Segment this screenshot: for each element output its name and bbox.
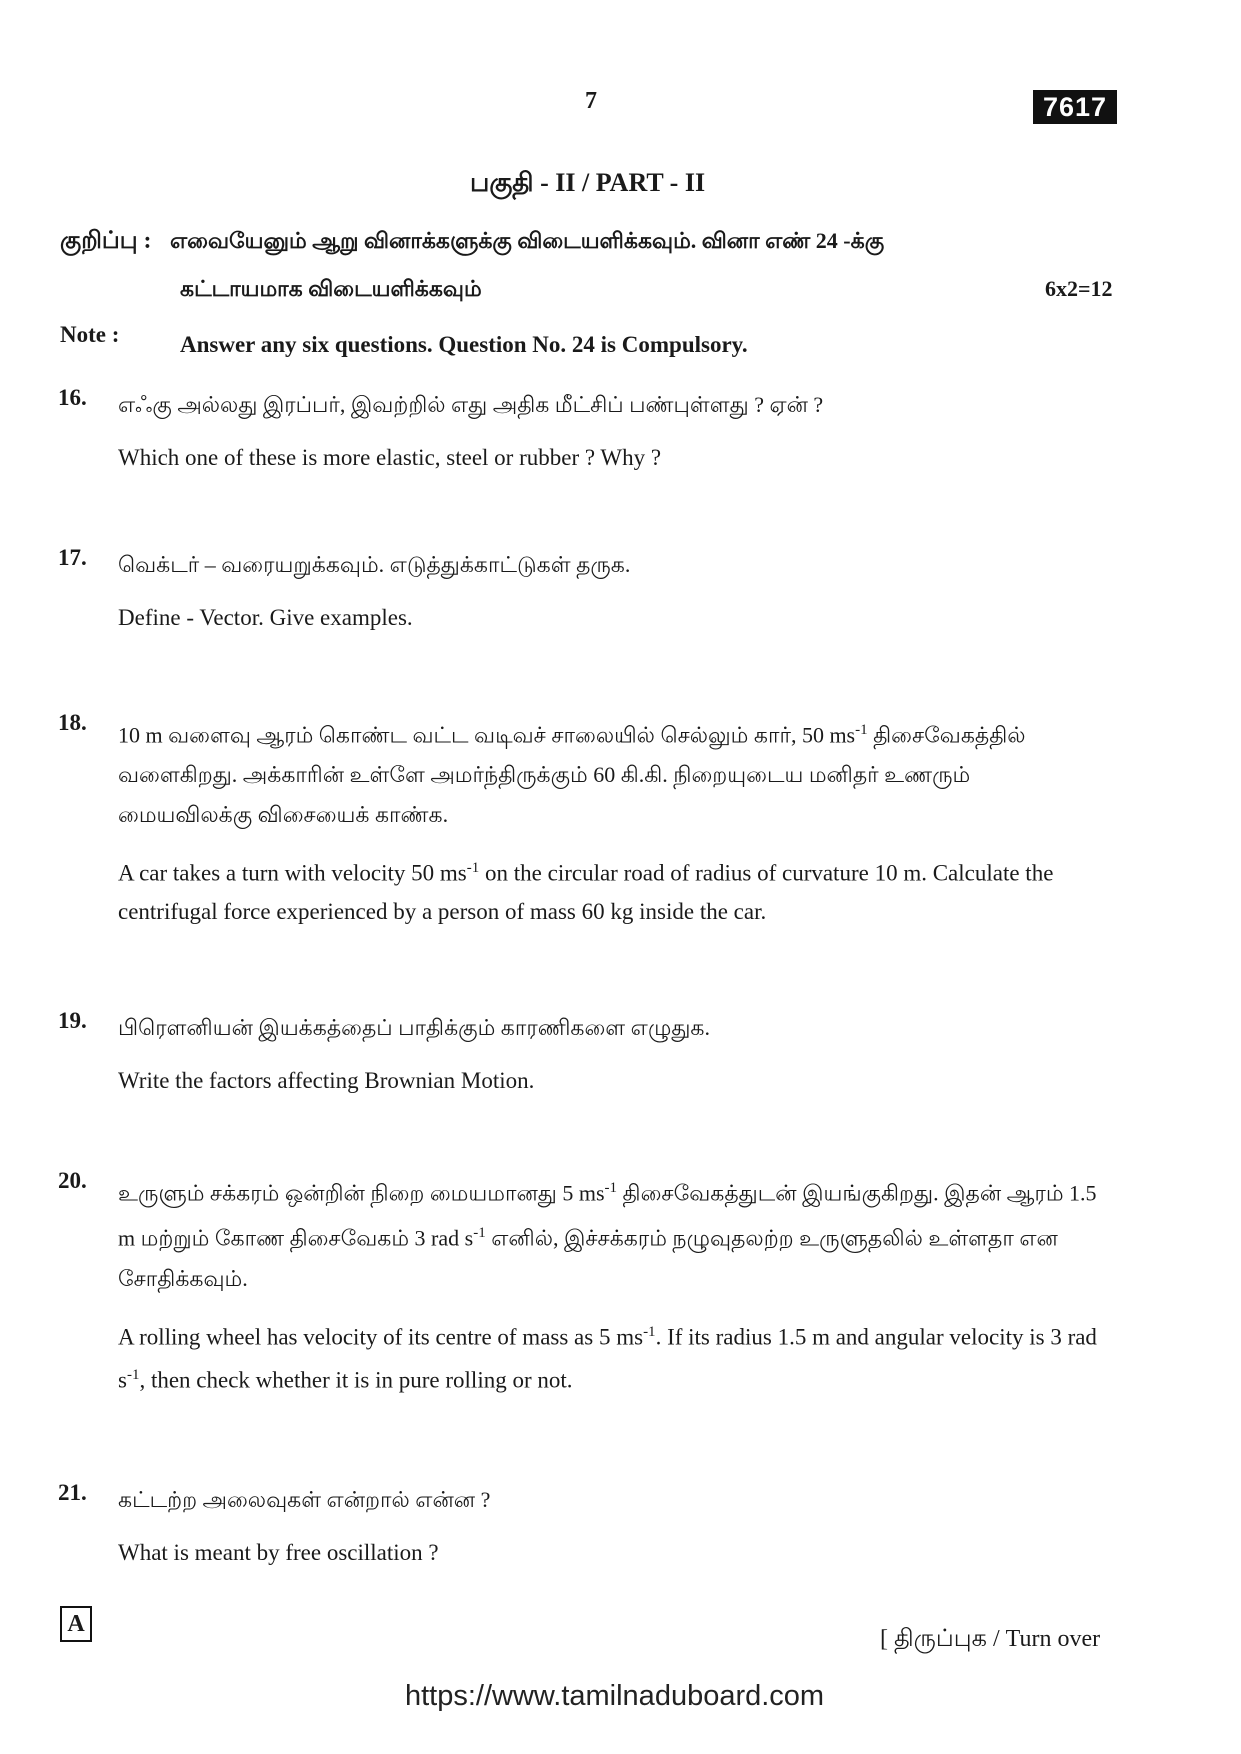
paper-code-badge: 7617 — [1033, 90, 1117, 124]
note-text: Answer any six questions. Question No. 24 is Compulsory. — [180, 332, 748, 357]
question-number: 20. — [58, 1168, 87, 1193]
question-tamil: பிரௌனியன் இயக்கத்தைப் பாதிக்கும் காரணிகளை எழுதுக. — [118, 1015, 710, 1040]
kurippu-line-2: கட்டாயமாக விடையளிக்கவும் — [180, 276, 482, 301]
question-english: Which one of these is more elastic, steel or rubber ? Why ? — [118, 445, 662, 470]
note-label: Note : — [60, 322, 120, 347]
kurippu-label: குறிப்பு : — [60, 228, 152, 254]
marks-scheme: 6x2=12 — [1045, 276, 1113, 301]
page-number: 7 — [585, 88, 597, 114]
question-english: A car takes a turn with velocity 50 $ms^{-1}$ on the circular road of radius of curvature 10 m. Calculate the centrifugal force experienced by a person of mass 60 kg inside the car. — [118, 860, 1054, 924]
footer-url: https://www.tamilnaduboard.com — [405, 1680, 825, 1712]
question-english: Define - Vector. Give examples. — [118, 605, 413, 630]
turn-over-note: [ திருப்புக / Turn over — [880, 1626, 1101, 1652]
question-tamil: கட்டற்ற அலைவுகள் என்றால் என்ன ? — [118, 1487, 491, 1512]
kurippu-line-1: எவையேனும் ஆறு வினாக்களுக்கு விடையளிக்கவும். வினா எண் 24 -க்கு — [170, 228, 885, 253]
question-english: What is meant by free oscillation ? — [118, 1540, 439, 1565]
question-number: 19. — [58, 1008, 87, 1033]
question-number: 16. — [58, 385, 87, 410]
booklet-version-box: A — [60, 1606, 92, 1642]
part-title: பகுதி - II / PART - II — [470, 168, 706, 197]
question-english: Write the factors affecting Brownian Motion. — [118, 1068, 535, 1093]
question-number: 18. — [58, 710, 87, 735]
question-tamil: எஃகு அல்லது இரப்பர், இவற்றில் எது அதிக மீட்சிப் பண்புள்ளது ? ஏன் ? — [118, 392, 824, 417]
question-tamil: உருளும் சக்கரம் ஒன்றின் நிறை மையமானது 5 $ms^{-1}$ திசைவேகத்துடன் இயங்குகிறது. இதன் ஆரம் 1.5 m மற்றும் கோண திசைவேகம் 3 rad $s^{-1}$ எனில், இச்சக்கரம் நழுவுதலற்ற உருளுதலில் உள்ளதா என சோதிக்கவும். — [118, 1180, 1097, 1291]
question-tamil: வெக்டர் – வரையறுக்கவும். எடுத்துக்காட்டுகள் தருக. — [118, 552, 631, 577]
question-number: 21. — [58, 1480, 87, 1505]
question-tamil: 10 m வளைவு ஆரம் கொண்ட வட்ட வடிவச் சாலையில் செல்லும் கார், 50 $ms^{-1}$ திசைவேகத்தில் வளைகிறது. அக்காரின் உள்ளே அமர்ந்திருக்கும் 60 கி.கி. நிறையுடைய மனிதர் உணரும் மையவிலக்கு விசையைக் காண்க. — [118, 722, 1026, 828]
question-number: 17. — [58, 545, 87, 570]
question-english: A rolling wheel has velocity of its centre of mass as 5 $ms^{-1}$. If its radius 1.5 m and angular velocity is 3 rad $s^{-1}$, then check whether it is in pure rolling or not. — [118, 1323, 1097, 1393]
